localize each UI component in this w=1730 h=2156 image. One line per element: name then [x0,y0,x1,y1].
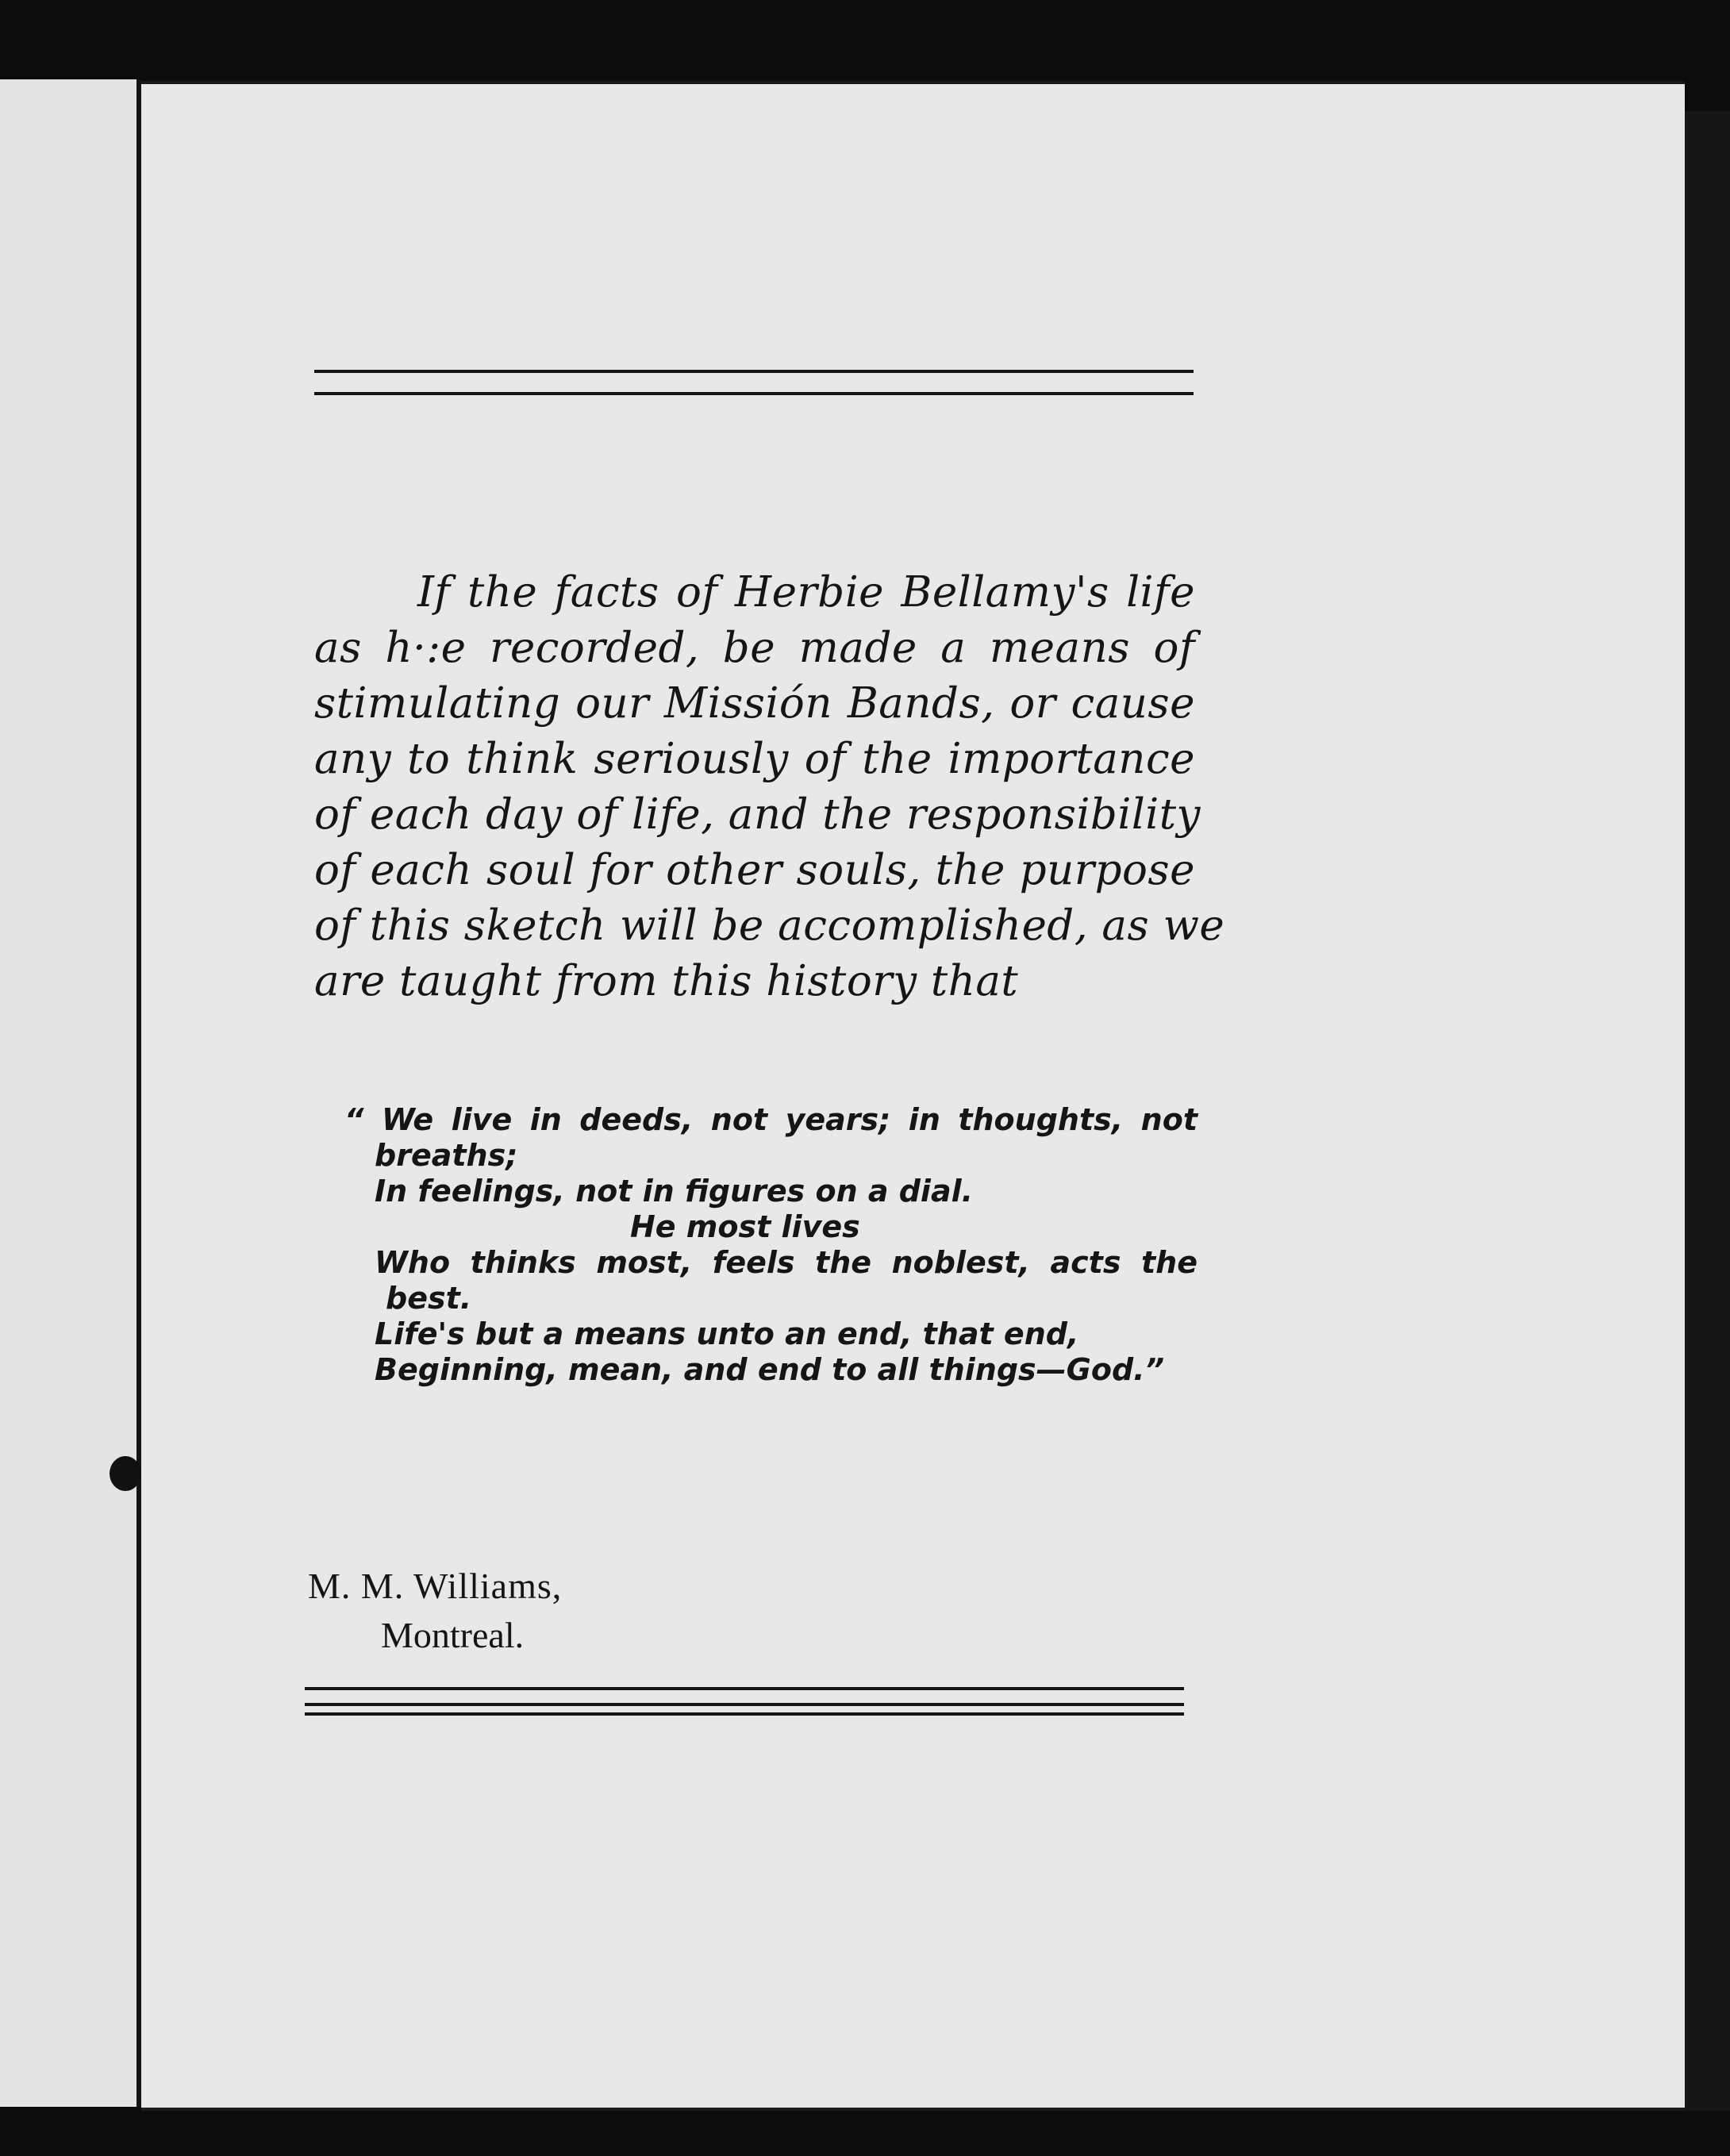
paragraph-line: of each day of life, and the responsibility [314,790,1201,839]
poem-line: “ We live in deeds, not years; in thoughts, not [344,1102,1198,1137]
top-rule-line [314,370,1194,373]
dedication-paragraph [314,565,1225,1009]
poem-line: Beginning, mean, and end to all things—God.” [375,1352,1165,1387]
bottom-double-rule [305,1687,1184,1719]
bottom-rule-line [305,1703,1184,1706]
top-double-rule [314,370,1194,397]
author-signature [308,1562,562,1660]
paragraph-line: any to think seriously of the importance [314,735,1195,783]
poem-line: Life's but a means unto an end, that end, [375,1316,1079,1351]
paragraph-line: stimulating our Missión Bands, or cause [314,679,1195,728]
bottom-rule-line [305,1712,1184,1716]
top-rule-line [314,392,1194,395]
right-page-edge-shadow [1685,111,1730,2111]
bottom-rule-line [305,1687,1184,1690]
quoted-poem [344,1102,1198,1388]
left-page-edge [0,79,141,2107]
paragraph-line: of each soul for other souls, the purpose [314,846,1195,894]
paragraph-line: If the facts of Herbie Bellamy's life [417,568,1195,617]
poem-line: breaths; [375,1138,518,1173]
author-location: Montreal. [381,1615,525,1655]
poem-line: He most lives [630,1209,860,1244]
paragraph-line: as h·:e recorded, be made a means of [314,624,1195,672]
author-name: M. M. Williams, [308,1566,563,1606]
paragraph-line: are taught from this history that [314,957,1019,1005]
right-page [141,81,1685,2111]
paragraph-line: of this sketch will be accomplished, as we [314,901,1225,950]
binding-thread-knot [110,1456,141,1491]
poem-line: In feelings, not in figures on a dial. [375,1174,974,1209]
poem-line: best. [386,1281,472,1316]
poem-line: Who thinks most, feels the noblest, acts the [375,1245,1198,1280]
